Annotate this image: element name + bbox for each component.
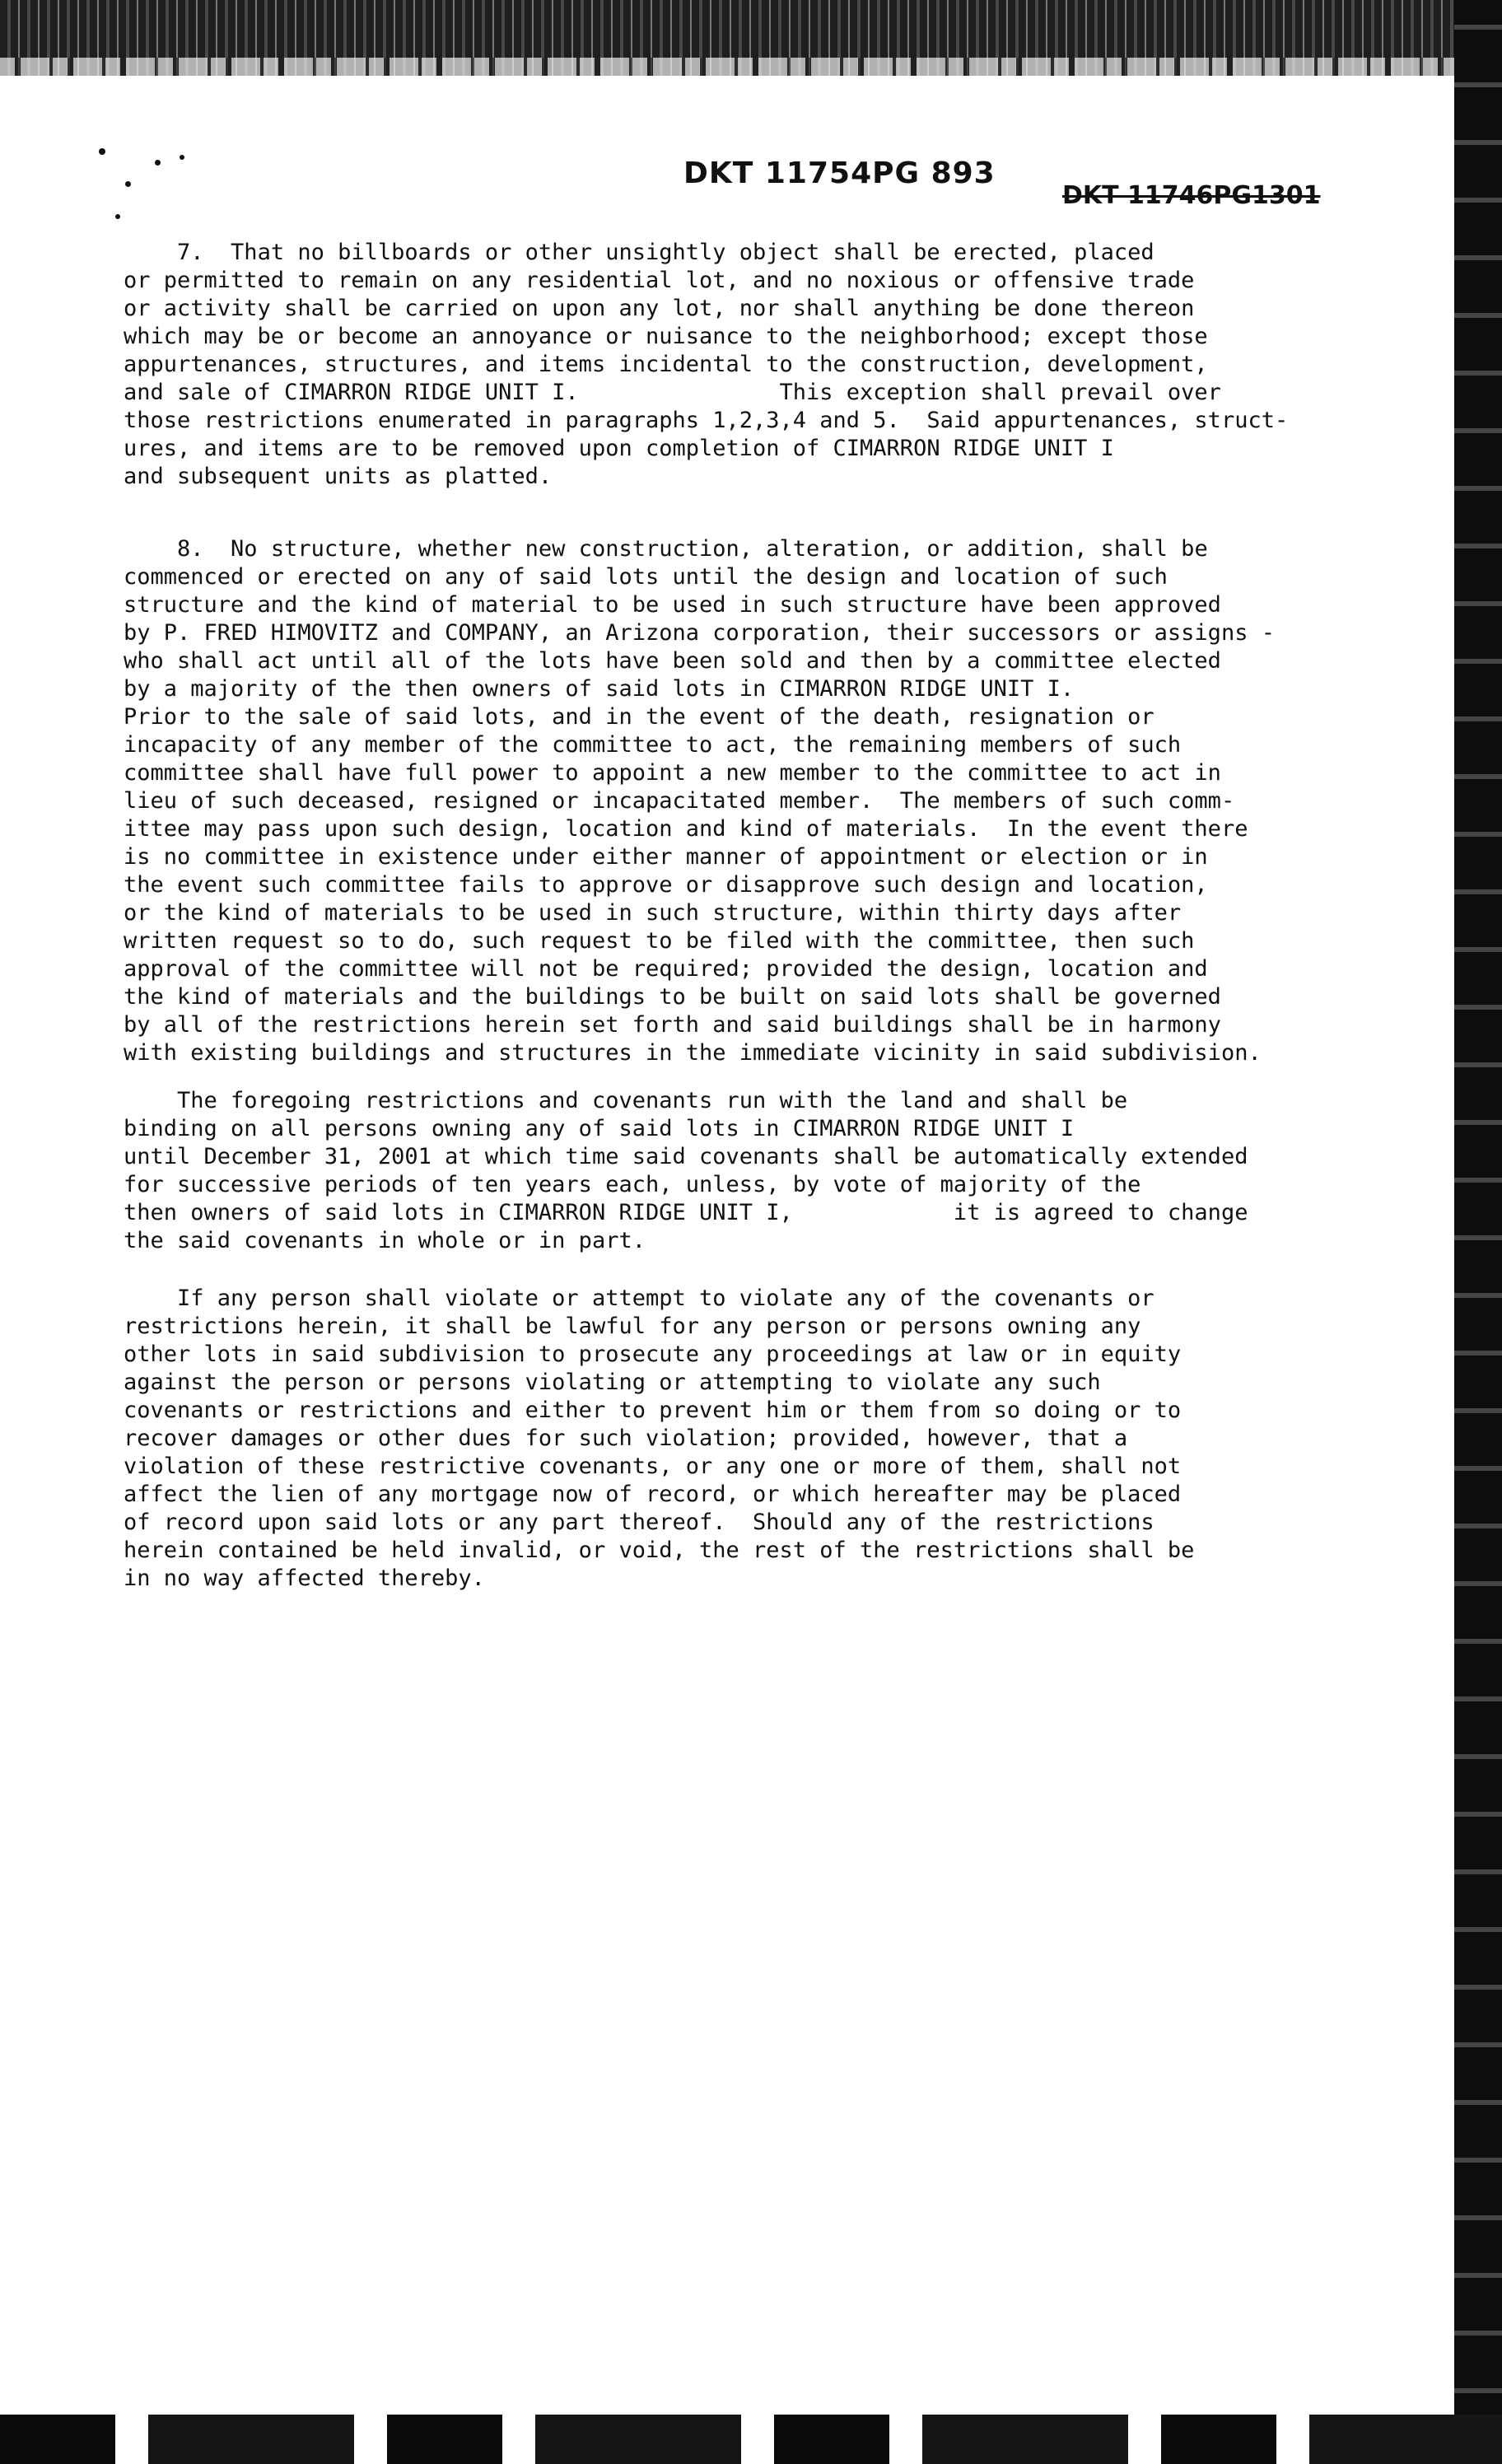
scan-noise-top xyxy=(0,0,1502,76)
paragraph-covenants-duration: The foregoing restrictions and covenants run with the land and shall be binding on all persons owning any of said lots in CIMARRON RIDGE UNIT I until December 31, 2001 at which time said covenants shall be automatically extended for successive periods of ten years each, unless, by vote of majority of the then owners of said lots in CIMARRON RIDGE UNIT I, it is agreed to change the said covenants in whole or in part. xyxy=(124,1088,1248,1253)
paragraph-7: 7. That no billboards or other unsightly object shall be erected, placed or permitted to remain on any residential lot, and no noxious or offensive trade or activity shall be carried on upon any lot, nor shall anything be done thereon which may be or become an annoyance or nuisance to the neighborhood; except those appurtenances, structures, and items incidental to the construction, development, and sale of CIMARRON RIDGE UNIT I. This exception shall prevail over those restrictions enumerated in paragraphs 1,2,3,4 and 5. Said appurtenances, struct- ures, and items are to be removed upon completion of CIMARRON RIDGE UNIT I and subsequent units as platted. xyxy=(124,240,1289,489)
paragraph-violation-enforcement: If any person shall violate or attempt to violate any of the covenants or restrictions herein, it shall be lawful for any person or persons owning any other lots in said subdivision to prosecute any proceedings at law or in equity against the person or persons violating or attempting to violate any such covenants or restrictions and either to prevent him or them from so doing or to recover damages or other dues for such violation; provided, however, that a violation of these restrictive covenants, or any one or more of them, shall not affect the lien of any mortgage now of record, or which hereafter may be placed of record upon said lots or any part thereof. Should any of the restrictions herein contained be held invalid, or void, the rest of the restrictions shall be in no way affected thereby. xyxy=(124,1286,1195,1591)
scan-noise-bottom xyxy=(0,2415,1502,2464)
paragraph-8: 8. No structure, whether new construction, alteration, or addition, shall be commenced or erected on any of said lots until the design and location of such structure and the kind of material to be used in such structure have been approved by P. FRED HIMOVITZ and COMPANY, an Arizona corporation, their successors or assigns - who shall act until all of the lots have been sold and then by a committee elected by a majority of the then owners of said lots in CIMARRON RIDGE UNIT I. Prior to the sale of said lots, and in the event of the death, resignation or incapacity of any member of the committee to act, the remaining members of such committee shall have full power to appoint a new member to the committee to act in lieu of such deceased, resigned or incapacitated member. The members of such comm- ittee may pass upon such design, location and kind of materials. In the event there is no committee in existence under either manner of appointment or election or in the event such committee fails to approve or disapprove such design and location, or the kind of materials to be used in such structure, within thirty days after written request so to do, such request to be filed with the committee, then such approval of the committee will not be required; provided the design, location and the kind of materials and the buildings to be built on said lots shall be governed by all of the restrictions herein set forth and said buildings shall be in harmony with existing buildings and structures in the immediate vicinity in said subdivision. xyxy=(124,536,1275,1066)
book-page-number: DKT 11754PG 893 xyxy=(683,156,996,190)
document-page xyxy=(124,148,1375,2372)
struck-reference-number: DKT 11746PG1301 xyxy=(1062,181,1321,210)
scan-noise-right xyxy=(1454,0,1502,2464)
